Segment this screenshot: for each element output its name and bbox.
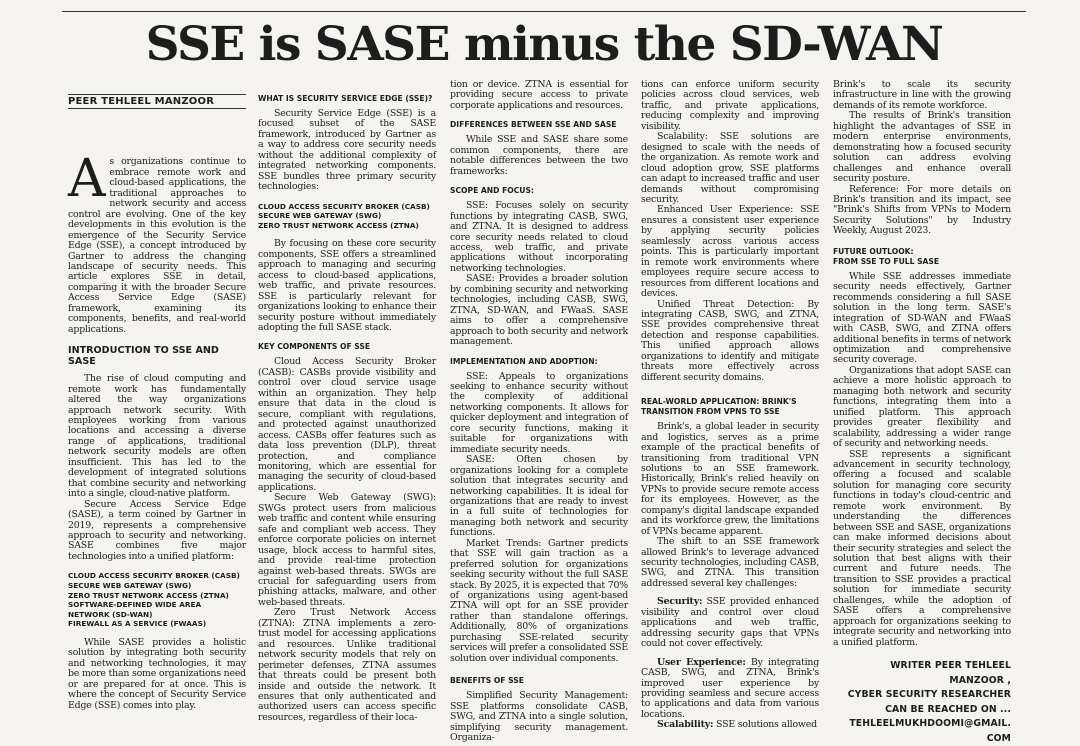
list-item: ZERO TRUST NETWORK ACCESS (ZTNA) [68, 590, 229, 600]
paragraph: Enhanced User Experience: SSE ensures a consistent user experience by applying security policies seamlessly across various access points. This is particularly important in remote work environments where employees require secure access to resources from different locations and devices. [641, 204, 819, 300]
list-item: NETWORK (SD-WAN) [68, 609, 153, 619]
heading-real-world: REAL-WORLD APPLICATION: BRINK'S TRANSITION FROM VPNS TO SSE [641, 397, 797, 417]
paragraph-scalability: Scalability: SSE solutions allowed [657, 719, 817, 731]
paragraph: Brink's to scale its security infrastructure in line with the growing demands of its remote workforce. [833, 79, 1011, 111]
heading-intro: INTRODUCTION TO SSE AND SASE [68, 345, 219, 368]
paragraph: Secure Web Gateway (SWG): SWGs protect users from malicious web traffic and content while ensuring safe and compliant web access. They enforce corporate policies on internet usage, block access to harmful sites, and provide real-time protection against web-based threats. SWGs are crucial for safeguarding users from phishing attacks, malware, and other web-based threats. [258, 492, 436, 608]
paragraph-security: Security: SSE provided enhanced visibility and control over cloud applications and web traffic, addressing security gaps that VPNs could not cover effectively. [641, 596, 819, 650]
paragraph: SSE: Focuses solely on security functions by integrating CASB, SWG, and ZTNA. It is designed to address core security needs related to cloud access, web traffic, and private applications without incorporating networking technologies. [450, 200, 628, 274]
list-item: CLOUD ACCESS SECURITY BROKER (CASB) [258, 201, 430, 211]
author-contact [833, 659, 1011, 746]
column-3 [450, 79, 628, 744]
list-item: ZERO TRUST NETWORK ACCESS (ZTNA) [258, 220, 419, 230]
paragraph: Security Service Edge (SSE) is a focused subset of the SASE framework, introduced by Gartner as a way to address core security needs without the additional complexity of integrated networking components. SSE bundles three primary security technologies: [258, 108, 436, 193]
paragraph: While SSE and SASE share some common components, there are notable differences between the two frameworks: [450, 134, 628, 177]
paragraph: Unified Threat Detection: By integrating CASB, SWG, and ZTNA, SSE provides comprehensive threat detection and response capabilities. This unified approach allows organizations to identify and mitigate threats more effectively across different security domains. [641, 298, 819, 383]
paragraph: Cloud Access Security Broker (CASB): CASBs provide visibility and control over cloud service usage within an organization. They help ensure that data in the cloud is secure, compliant with regulations, and protected against unauthorized access. CASBs offer features such as data loss prevention (DLP), threat protection, and compliance monitoring, which are essential for managing the security of cloud-based applications. [258, 356, 436, 493]
paragraph: Simplified Security Management: SSE platforms consolidate CASB, SWG, and ZTNA into a single solution, simplifying security management. Organiza- [450, 690, 628, 744]
paragraph: Scalability: SSE solutions are designed to scale with the needs of the organization. As remote work and cloud adoption grow, SSE platforms can adapt to increased traffic and user demands without compromising security. [641, 131, 819, 205]
paragraph: SASE: Often chosen by organizations looking for a complete solution that integrates security and networking capabilities. It is ideal for organizations that are ready to invest in a full suite of technologies for managing both network and security functions. [450, 454, 628, 539]
paragraph: Organizations that adopt SASE can achieve a more holistic approach to managing both network and security functions, integrating them into a unified platform. This approach provides greater flexibility and scalability, addressing a wider range of security and networking needs. [833, 364, 1011, 450]
column-4 [641, 79, 820, 731]
contact-line: CYBER SECURITY RESEARCHER [847, 689, 1011, 701]
heading-key-components: KEY COMPONENTS OF SSE [258, 342, 371, 352]
column-5 [833, 79, 1011, 744]
byline: PEER TEHLEEL MANZOOR [68, 94, 246, 109]
paragraph: Market Trends: Gartner predicts that SSE will gain traction as a preferred solution for organizations seeking security without the full SASE stack. By 2025, it is expected that 70% of organizations using agent-based ZTNA will opt for an SSE provider rather than standalone offerings. Additionally, 80% of organizations purchasing SSE-related security services will prefer a consolidated SSE solution over individual components. [450, 537, 628, 664]
paragraph: SSE: Appeals to organizations seeking to enhance security without the complexity of additional networking components. It allows for quicker deployment and integration of core security functions, making it suitable for organizations with immediate security needs. [450, 370, 628, 455]
column-2 [258, 80, 436, 723]
paragraph: While SASE provides a holistic solution by integrating both security and networking technologies, it may be more than some organizations need or are prepared for at once. This is where the concept of Security Service Edge (SSE) comes into play. [68, 636, 246, 711]
heading-what-is-sse: WHAT IS SECURITY SERVICE EDGE (SSE)? [258, 94, 433, 103]
paragraph: The results of Brink's transition highlight the advantages of SSE in modern enterprise environments, demonstrating how a focused security solution can address evolving challenges and enhance overall security posture. [833, 110, 1011, 185]
sase-technology-list [68, 571, 246, 629]
contact-email: TEHLEELMUKHDOOMI@GMAIL. [849, 718, 1011, 730]
paragraph-user-experience: User Experience: By integrating CASB, SWG, and ZTNA, Brink's improved user experience by providing seamless and secure access to applications and data from various locations. [641, 656, 820, 720]
paragraph: tions can enforce uniform security policies across cloud services, web traffic, and private applications, reducing complexity and improving visibility. [641, 79, 819, 132]
paragraph: SASE: Provides a broader solution by combining security and networking technologies, including CASB, SWG, ZTNA, SD-WAN, and FWaaS. SASE aims to offer a comprehensive approach to both security and network management. [450, 273, 628, 348]
paragraph: Reference: For more details on Brink's transition and its impact, see "Brink's Shifts from VPNs to Modern Security Solutions" by Industry Weekly, August 2023. [833, 183, 1011, 237]
heading-implementation: IMPLEMENTATION AND ADOPTION: [450, 356, 598, 366]
paragraph: The rise of cloud computing and remote work has fundamentally altered the way organizations approach network security. With employees working from various locations and accessing a diverse range of applications, traditional network security models are often insufficient. This has led to the development of integrated solutions that combine security and networking into a single, cloud-native platform. [68, 373, 246, 500]
list-item: FIREWALL AS A SERVICE (FWAAS) [68, 619, 207, 629]
headline: SSE is SASE minus the SD-WAN [145, 17, 943, 72]
paragraph: SSE represents a significant advancement in security technology, offering a focused and scalable solution for managing core security functions in today's cloud-centric and remote work environment. By understanding the differences between SSE and SASE, organizations can make informed decisions about their security strategies and select the solution that best aligns with their current and future needs. The transition to SSE provides a practical solution for immediate security challenges, while the adoption of SASE offers a comprehensive approach for organizations seeking to integrate security and networking into a unified platform. [833, 448, 1011, 648]
heading-benefits: BENEFITS OF SSE [450, 676, 524, 686]
paragraph: tion or device. ZTNA is essential for providing secure access to private corporate applications and resources. [450, 79, 628, 111]
contact-line: CAN BE REACHED ON ... [885, 703, 1011, 715]
sse-technology-list [258, 202, 436, 231]
heading-future-outlook-sub: FROM SSE TO FULL SASE [833, 256, 940, 266]
paragraph: Zero Trust Network Access (ZTNA): ZTNA implements a zero-trust model for accessing applications and resources. Unlike traditional network security models that rely on perimeter defenses, ZTNA assumes that threats could be present both inside and outside the network. It ensures that only authenticated and authorized users can access specific resources, regardless of their loca- [258, 607, 436, 723]
list-item: SECURE WEB GATEWAY (SWG) [68, 580, 192, 590]
paragraph: Secure Access Service Edge (SASE), a term coined by Gartner in 2019, represents a comprehensive approach to security and networking. SASE combines five major technologies into a unified platform: [68, 498, 246, 562]
contact-line: WRITER PEER TEHLEEL MANZOOR , [890, 660, 1011, 686]
paragraph: The shift to an SSE framework allowed Brink's to leverage advanced security technologies, including CASB, SWG, and ZTNA. This transition addressed several key challenges: [641, 536, 819, 589]
list-item: SECURE WEB GATEWAY (SWG) [258, 211, 382, 221]
list-item: CLOUD ACCESS SECURITY BROKER (CASB) [68, 571, 240, 581]
heading-differences: DIFFERENCES BETWEEN SSE AND SASE [450, 120, 617, 130]
contact-email: COM [986, 732, 1011, 744]
lead-paragraph: As organizations continue to embrace remote work and cloud-based applications, the traditional approaches to network security and access control are evolving. One of the key developments in this evolution is the emergence of the Security Service Edge (SSE), a concept introduced by Gartner to address the changing landscape of security needs. This article explores SSE in detail, comparing it with the broader Secure Access Service Edge (SASE) framework, examining its components, benefits, and real-world applications. [68, 149, 246, 335]
column-1 [68, 80, 246, 710]
top-rule [62, 11, 1026, 12]
paragraph: While SSE addresses immediate security needs effectively, Gartner recommends considering a full SASE solution in the long term. SASE's integration of SD-WAN and FWaaS with CASB, SWG, and ZTNA offers additional benefits in terms of network optimization and comprehensive security coverage. [833, 270, 1011, 366]
drop-cap: A [68, 149, 106, 210]
paragraph: Brink's, a global leader in security and logistics, serves as a prime example of the practical benefits of transitioning from traditional VPN solutions to an SSE framework. Historically, Brink's relied heavily on VPNs to provide secure remote access for its employees. However, as the company's digital landscape expanded and its workforce grew, the limitations of VPNs became apparent. [641, 421, 819, 537]
paragraph: By focusing on these core security components, SSE offers a streamlined approach to managing and securing access to cloud-based applications, web traffic, and private resources. SSE is particularly relevant for organizations looking to enhance their security posture without immediately adopting the full SASE stack. [258, 238, 436, 334]
list-item: SOFTWARE-DEFINED WIDE AREA [68, 600, 202, 610]
heading-future-outlook: FUTURE OUTLOOK: [833, 246, 914, 256]
heading-scope: SCOPE AND FOCUS: [450, 186, 534, 196]
